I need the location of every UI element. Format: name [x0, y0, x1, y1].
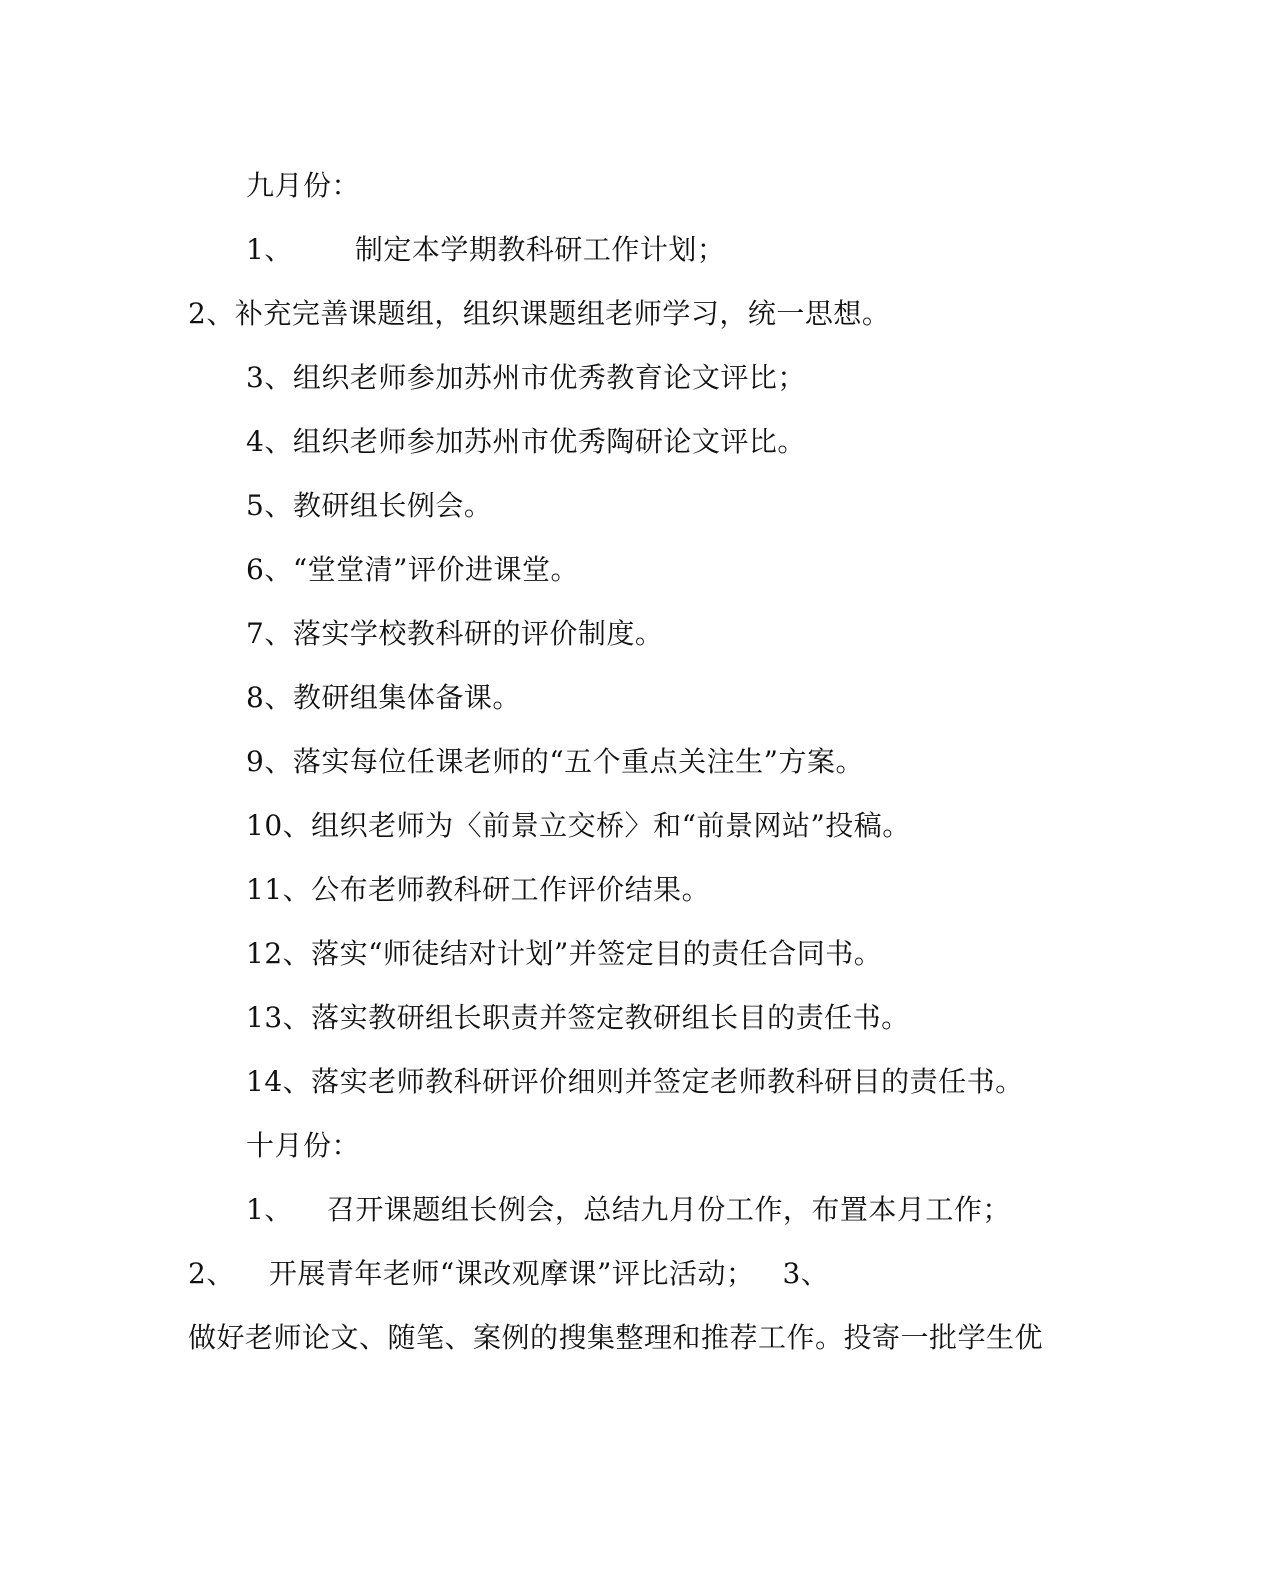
item-number: 1、 [246, 1193, 293, 1226]
item-text: 组织老师为〈前景立交桥〉和“前景网站”投稿。 [311, 809, 911, 842]
item-number: 2、 [188, 1257, 235, 1290]
item-number: 8、 [246, 681, 293, 714]
item-text: 开展青年老师“课改观摩课”评比活动； [268, 1257, 755, 1290]
item-number: 10、 [246, 809, 312, 842]
item-text: 公布老师教科研工作评价结果。 [311, 873, 711, 906]
list-item [246, 1192, 1011, 1228]
item-number: 6、 [246, 553, 293, 586]
item-number: 1、 [246, 233, 293, 266]
item-text: “堂堂清”评价进课堂。 [292, 553, 579, 586]
item-text: 制定本学期教科研工作计划； [354, 233, 726, 266]
list-item [246, 424, 806, 460]
item-number: 7、 [246, 617, 293, 650]
list-item [246, 552, 579, 588]
item-text: 组织老师参加苏州市优秀教育论文评比； [292, 361, 806, 394]
item-text: 组织老师参加苏州市优秀陶研论文评比。 [292, 425, 806, 458]
item-number: 5、 [246, 489, 293, 522]
item-text: 落实学校教科研的评价制度。 [292, 617, 664, 650]
item-number: 3、 [246, 361, 293, 394]
item-text: 教研组长例会。 [292, 489, 493, 522]
list-item [188, 1256, 829, 1292]
section-heading-october: 十月份： [246, 1129, 361, 1162]
item-text: 补充完善课题组，组织课题组老师学习，统一思想。 [234, 297, 891, 330]
item-number: 11、 [246, 873, 312, 906]
item-text: 落实每位任课老师的“五个重点关注生”方案。 [292, 745, 864, 778]
item-text: 教研组集体备课。 [292, 681, 521, 714]
item-number: 13、 [246, 1001, 312, 1034]
list-item [246, 616, 663, 652]
item-number: 2、 [188, 297, 235, 330]
list-item [246, 1000, 910, 1036]
section-heading-september: 九月份： [246, 169, 361, 202]
item-text: 召开课题组长例会，总结九月份工作，布置本月工作； [326, 1193, 1011, 1226]
item-number: 4、 [246, 425, 293, 458]
item-number: 14、 [246, 1065, 312, 1098]
list-item [246, 360, 806, 396]
list-item [246, 872, 710, 908]
paragraph-continuation: 做好老师论文、随笔、案例的搜集整理和推荐工作。投寄一批学生优 [188, 1321, 1044, 1354]
item-text: 落实教研组长职责并签定教研组长目的责任书。 [311, 1001, 910, 1034]
list-item [246, 1064, 1024, 1100]
item-number: 12、 [246, 937, 312, 970]
list-item [246, 488, 492, 524]
item-number: 9、 [246, 745, 293, 778]
list-item [246, 936, 882, 972]
item-text: 落实“师徒结对计划”并签定目的责任合同书。 [311, 937, 883, 970]
list-item [246, 680, 521, 716]
list-item [246, 232, 725, 268]
list-item [188, 296, 890, 332]
item-text: 落实老师教科研评价细则并签定老师教科研目的责任书。 [311, 1065, 1024, 1098]
item-number: 3、 [782, 1257, 830, 1290]
list-item [246, 808, 911, 844]
list-item [246, 744, 864, 780]
